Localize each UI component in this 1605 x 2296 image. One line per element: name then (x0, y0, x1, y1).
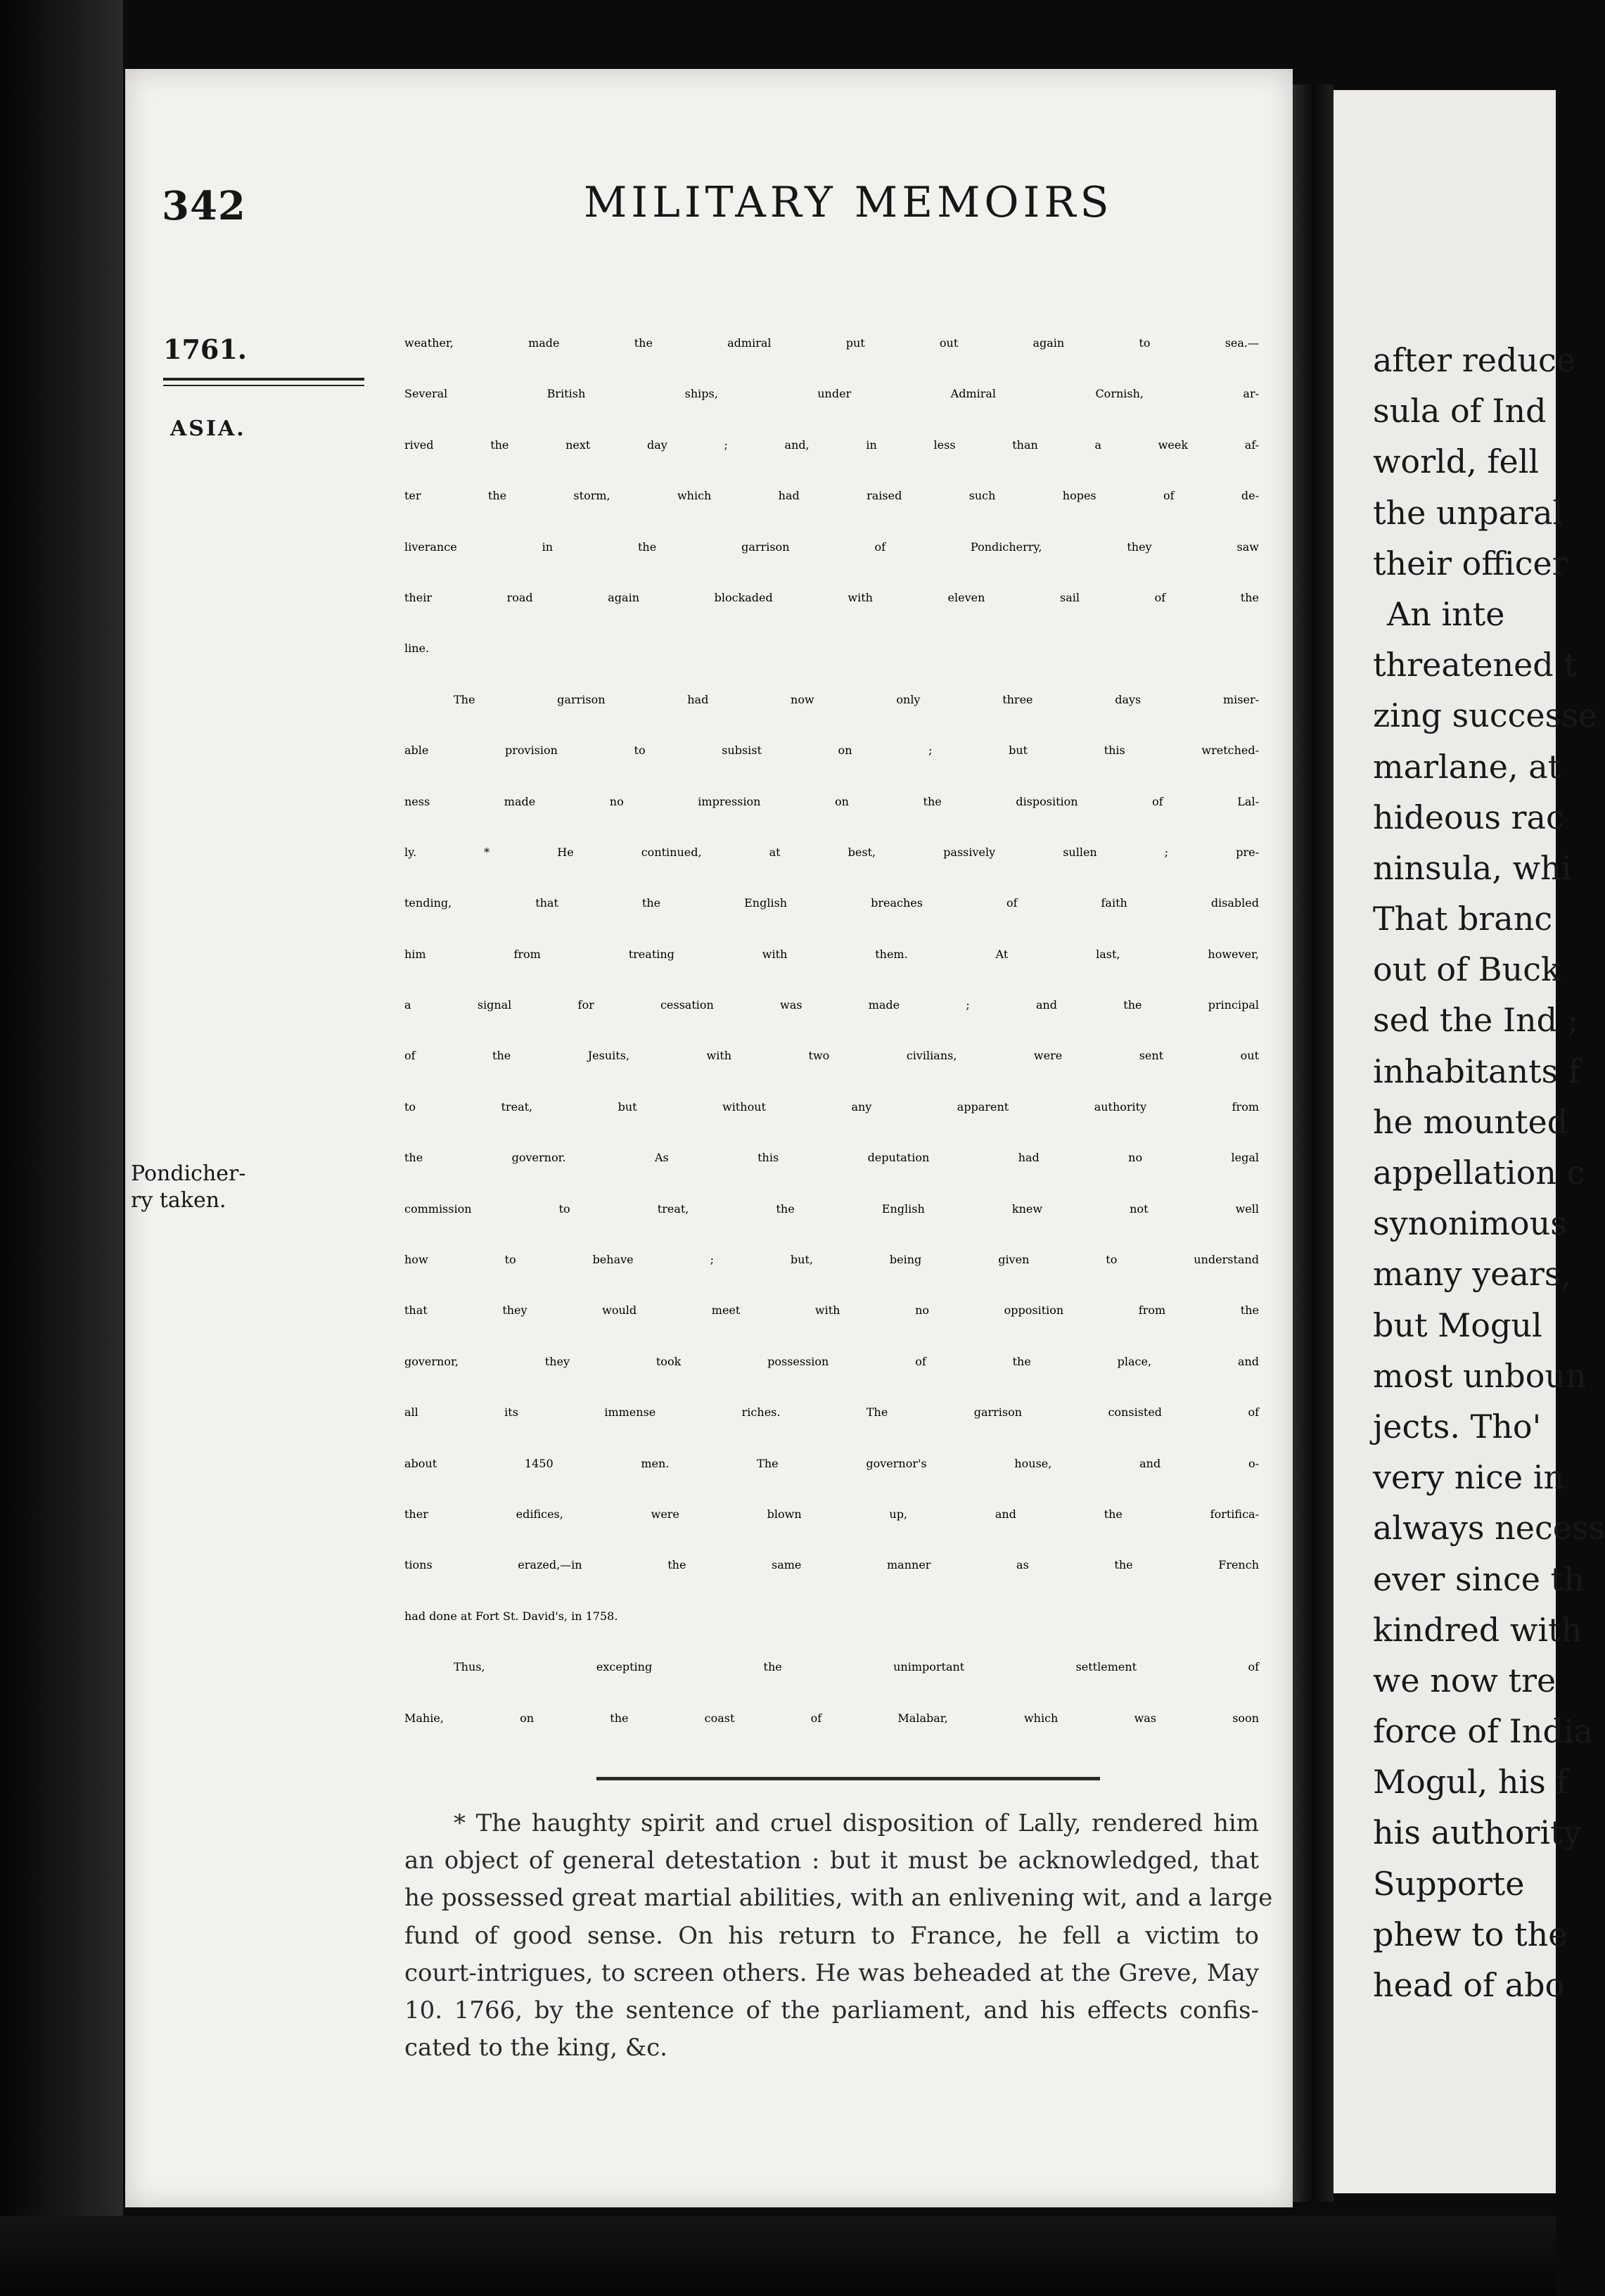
facing-line: sed the Ind ; (1373, 1001, 1579, 1040)
margin-region: ASIA. (170, 416, 246, 441)
text-line: about 1450 men. The governor's house, and o- (404, 1456, 1259, 1470)
footnote-rule (596, 1777, 1100, 1780)
facing-line: zing successe (1373, 696, 1598, 735)
margin-rule (163, 378, 364, 381)
text-line: to treat, but without any apparent authority from (404, 1099, 1259, 1114)
facing-line: kindred with (1373, 1610, 1582, 1649)
footnote-line: 10. 1766, by the sentence of the parliament, and his effects confis- (404, 1996, 1259, 2024)
sidenote-line: Pondicher- (131, 1161, 246, 1186)
text-line: ther edifices, were blown up, and the fortifica- (404, 1507, 1259, 1521)
text-line: Mahie, on the coast of Malabar, which was soon (404, 1711, 1259, 1725)
facing-line: appellation c (1373, 1154, 1585, 1192)
body-text (404, 336, 1259, 1762)
text-line: Thus, excepting the unimportant settlement of (454, 1660, 1259, 1674)
facing-line: very nice in (1373, 1458, 1565, 1497)
text-line: Several British ships, under Admiral Cornish, ar- (404, 387, 1259, 401)
scan-border-bottom (0, 2216, 1556, 2296)
facing-line: many years, (1373, 1255, 1572, 1294)
text-line: able provision to subsist on ; but this wretched- (404, 744, 1259, 758)
facing-line: he mounted (1373, 1102, 1568, 1141)
margin-year: 1761. (163, 333, 247, 365)
text-line: of the Jesuits, with two civilians, were sent out (404, 1049, 1259, 1063)
footnote-line: he possessed great martial abilities, with an enlivening wit, and a large (404, 1884, 1273, 1913)
facing-line: most unboun (1373, 1356, 1587, 1395)
facing-line: phew to the (1373, 1915, 1568, 1953)
text-line: rived the next day ; and, in less than a week af- (404, 438, 1259, 452)
facing-line: sula of Ind (1373, 392, 1547, 431)
text-line: how to behave ; but, being given to understand (404, 1253, 1259, 1267)
text-line: ly. * He continued, at best, passively sullen ; pre- (404, 845, 1259, 859)
text-line: all its immense riches. The garrison consisted of (404, 1405, 1259, 1420)
facing-line: threatened t (1373, 646, 1577, 684)
footnote-line: * The haughty spirit and cruel disposition of Lally, rendered him (454, 1809, 1259, 1837)
footnote-line: court-intrigues, to screen others. He was beheaded at the Greve, May (404, 1958, 1259, 1987)
text-line: line. (404, 642, 430, 656)
facing-line: marlane, at (1373, 747, 1561, 786)
text-line: governor, they took possession of the place, and (404, 1354, 1259, 1368)
facing-line: synonimous (1373, 1204, 1567, 1243)
facing-line: ninsula, whi (1373, 848, 1572, 887)
facing-line: hideous rac (1373, 798, 1564, 836)
facing-line: head of abo (1373, 1966, 1565, 2004)
facing-line: world, fell (1373, 442, 1540, 481)
facing-line: their officer (1373, 544, 1568, 582)
facing-line: An inte (1387, 594, 1505, 633)
footnote-line: cated to the king, &c. (404, 2034, 667, 2062)
footnote (404, 1805, 1273, 2067)
text-line: him from treating with them. At last, however, (404, 947, 1259, 961)
facing-line: his authority (1373, 1813, 1582, 1852)
facing-line: Mogul, his f (1373, 1763, 1568, 1801)
facing-line: Supporte (1373, 1864, 1525, 1903)
text-line: that they would meet with no opposition from the (404, 1303, 1259, 1318)
margin-rule-thin (163, 385, 364, 386)
text-line: liverance in the garrison of Pondicherry, they saw (404, 540, 1259, 554)
running-header-title: MILITARY MEMOIRS (584, 178, 1113, 227)
facing-line: we now tre (1373, 1661, 1556, 1699)
facing-line: ever since th (1373, 1560, 1585, 1598)
facing-line: after reduce (1373, 341, 1576, 379)
facing-line: jects. Tho' (1373, 1407, 1542, 1446)
text-line: tending, that the English breaches of faith disabled (404, 896, 1259, 910)
text-line: The garrison had now only three days miser- (454, 692, 1259, 706)
footnote-line: fund of good sense. On his return to France, he fell a victim to (404, 1921, 1259, 1950)
text-line: the governor. As this deputation had no legal (404, 1151, 1259, 1165)
page-number: 342 (162, 183, 246, 229)
book-gutter (1293, 84, 1334, 2202)
margin-sidenote (131, 1161, 384, 1214)
sidenote-line: ry taken. (131, 1188, 226, 1213)
facing-page-text (1373, 335, 1605, 2010)
text-line: ness made no impression on the disposition of Lal- (404, 794, 1259, 808)
facing-line: the unparal (1373, 493, 1564, 532)
facing-line: inhabitants f (1373, 1052, 1580, 1090)
facing-line: That branc (1373, 900, 1553, 938)
facing-line: out of Buck (1373, 950, 1561, 989)
text-line: their road again blockaded with eleven sail of the (404, 590, 1259, 604)
text-line: ter the storm, which had raised such hopes of de- (404, 489, 1259, 503)
text-line: weather, made the admiral put out again to sea.— (404, 336, 1259, 350)
facing-line: force of India (1373, 1712, 1594, 1751)
scan-border-left (0, 0, 123, 2296)
facing-line: always necess (1373, 1509, 1605, 1548)
text-line: a signal for cessation was made ; and the principal (404, 998, 1259, 1012)
text-line: tions erazed,—in the same manner as the French (404, 1558, 1259, 1572)
footnote-line: an object of general detestation : but it must be acknowledged, that (404, 1847, 1259, 1875)
facing-line: but Mogul (1373, 1306, 1542, 1344)
text-line: had done at Fort St. David's, in 1758. (404, 1609, 618, 1623)
text-line: commission to treat, the English knew not well (404, 1201, 1259, 1216)
